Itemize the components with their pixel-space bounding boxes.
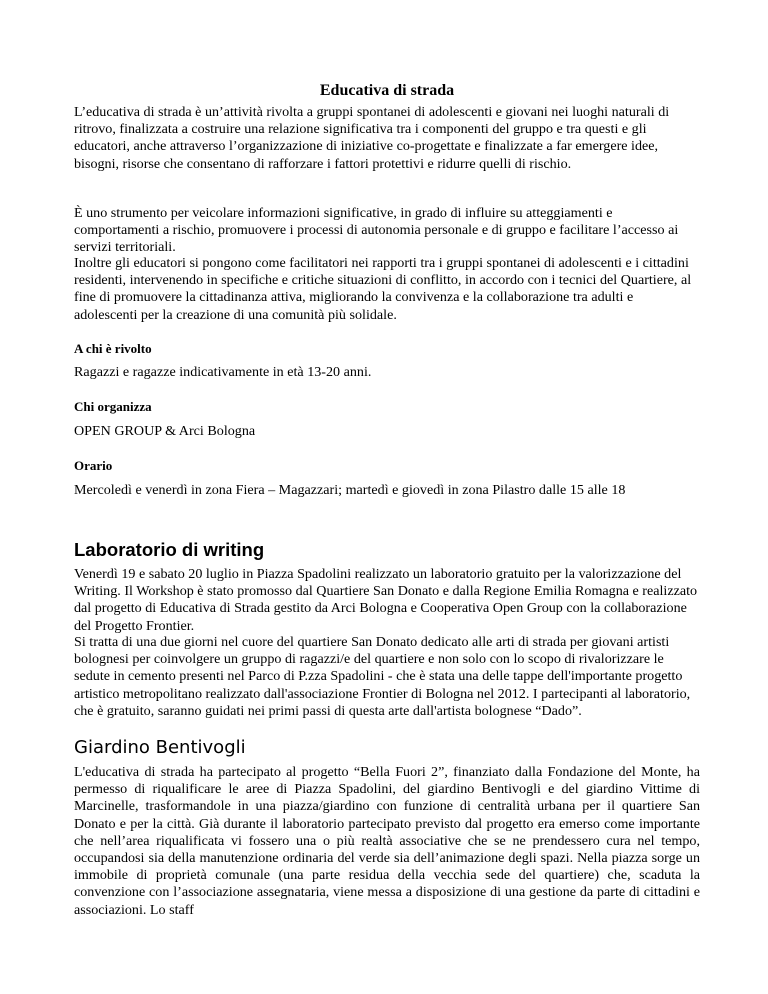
writing-paragraph-1: Venerdì 19 e sabato 20 luglio in Piazza Spadolini realizzato un laboratorio gratuito per la valorizzazione del Writing. Il Workshop è stato promosso dal Quartiere San Donato e dalla Regione Emilia Romagna e realizzato dal progetto di Educativa di Strada gestito da Arci Bologna e Cooperativa Open Group con la collaborazione del Progetto Frontier. [74, 566, 698, 634]
target-label: A chi è rivolto [74, 341, 152, 356]
writing-heading: Laboratorio di writing [74, 539, 265, 560]
intro-paragraph-2: È uno strumento per veicolare informazioni significative, in grado di influire su atteggiamenti e comportamenti a rischio, promuovere i processi di autonomia personale e di gruppo e facilitare l’accesso ai servizi territoriali. [74, 205, 679, 256]
writing-paragraph-2: Si tratta di una due giorni nel cuore del quartiere San Donato dedicato alle arti di strada per giovani artisti bolognesi per coinvolgere un gruppo di ragazzi/e del quartiere e non solo con lo scopo di rivalorizzare le sedute in cemento presenti nel Parco di P.zza Spadolini - che è stata una delle tappe dell'importante progetto artistico metropolitano realizzato dall'associazione Frontier di Bologna nel 2012. I partecipanti al laboratorio, che è gratuito, saranno guidati nei primi passi di questa arte dall'artista bolognese “Dado”. [74, 634, 691, 719]
intro-paragraph-1: L’educativa di strada è un’attività rivolta a gruppi spontanei di adolescenti e giovani nei luoghi naturali di ritrovo, finalizzata a costruire una relazione significativa tra i componenti del gruppo e tra questi e gli educatori, anche attraverso l’organizzazione di iniziative co-progettate e finalizzate a far emergere idee, bisogni, risorse che consentano di rafforzare i fattori protettivi e ridurre quelli di rischio. [74, 104, 670, 172]
intro-paragraph-3: Inoltre gli educatori si pongono come facilitatori nei rapporti tra i gruppi spontanei di adolescenti e i cittadini residenti, intervenendo in specifiche e critiche situazioni di conflitto, in accordo con i tecnici del Quartiere, al fine di promuovere la cittadinanza attiva, migliorando la convivenza e la collaborazione tra adulti e adolescenti per la creazione di una comunità più solidale. [74, 255, 692, 323]
garden-heading: Giardino Bentivogli [74, 737, 246, 758]
hours-label: Orario [74, 458, 113, 473]
organizer-text: OPEN GROUP & Arci Bologna [74, 423, 256, 439]
hours-text: Mercoledì e venerdì in zona Fiera – Magazzari; martedì e giovedì in zona Pilastro dalle 15 alle 18 [74, 482, 626, 498]
page-title: Educativa di strada [319, 82, 455, 99]
target-text: Ragazzi e ragazze indicativamente in età 13-20 anni. [74, 364, 372, 380]
organizer-label: Chi organizza [74, 399, 152, 414]
garden-paragraph: L'educativa di strada ha partecipato al progetto “Bella Fuori 2”, finanziato dalla Fondazione del Monte, ha permesso di riqualificare le aree di Piazza Spadolini, del giardino Bentivogli e del giardino Vittime di Marcinelle, trasformandole in una piazza/giardino con funzione di centralità urbana per il quartiere San Donato e per la città. Già durante il laboratorio partecipato previsto dal progetto era emerso come importante che nell’area riqualificata vi fossero una o più realtà associative che se ne prendessero cura nel tempo, occupandosi sia della manutenzione ordinaria del verde sia dell’animazione degli spazi. Nella piazza sorge un immobile di proprietà comunale (una parte residua della vecchia sede del quartiere) che, scaduta la convenzione con l’associazione assegnataria, viene messa a disposizione di una gestione da parte di cittadini e associazioni. Lo staff [74, 764, 700, 918]
